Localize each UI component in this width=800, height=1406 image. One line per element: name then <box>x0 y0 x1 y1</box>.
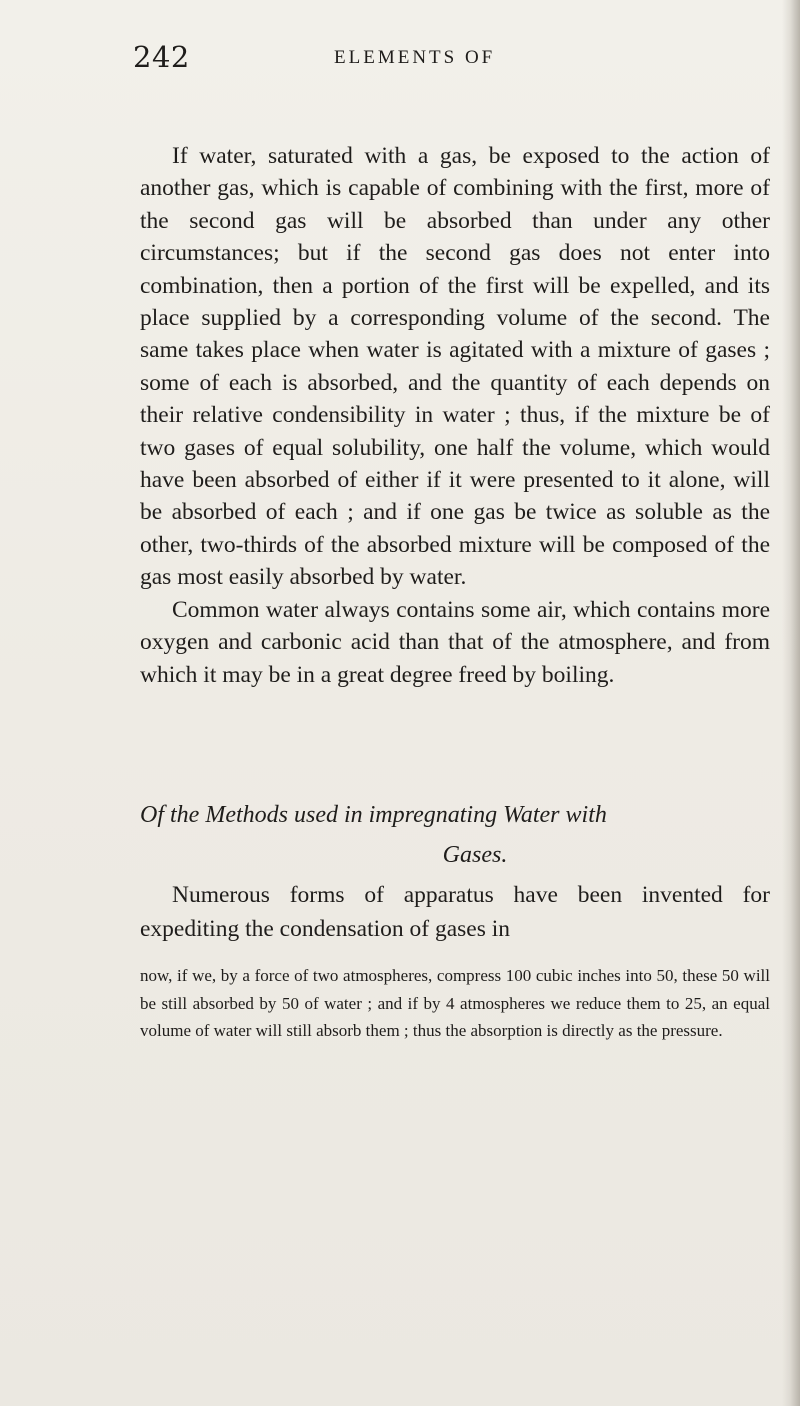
paragraph-apparatus: Numerous forms of apparatus have been invented for expediting the condensation of gases in <box>140 882 770 942</box>
page-number: 242 <box>133 40 190 74</box>
footnote-text: now, if we, by a force of two atmospheres, compress 100 cubic inches into 50, these 50 will be still absorbed by 50 of water ; and if by 4 atmospheres we reduce them to 25, an equal volume of water will still absorb them ; thus the absorption is directly as the pressure. <box>140 966 770 1040</box>
section-heading-line2: Gases. <box>442 842 508 868</box>
running-head: ELEMENTS OF <box>334 47 496 68</box>
main-text <box>140 140 770 691</box>
page-header <box>0 40 800 80</box>
paragraph-gas-absorption: If water, saturated with a gas, be exposed to the action of another gas, which is capable of combining with the first, more of the second gas will be absorbed than under any other circumstances; but if the second gas does not enter into combination, then a portion of the first will be expelled, and its place supplied by a corresponding volume of the second. The same takes place when water is agitated with a mixture of gases ; some of each is absorbed, and the quantity of each depends on their relative condensibility in water ; thus, if the mixture be of two gases of equal solubility, one half the volume, which would have been absorbed of either if it were presented to it alone, will be absorbed of each ; and if one gas be twice as soluble as the other, two-thirds of the absorbed mixture will be composed of the gas most easily absorbed by water. <box>140 143 770 591</box>
footnote <box>140 962 770 1045</box>
section-body <box>140 878 770 946</box>
page-edge-shadow <box>782 0 800 1406</box>
section-heading-line1: Of the Methods used in impregnating Water with <box>140 802 607 828</box>
section-heading <box>140 795 770 875</box>
paragraph-common-water: Common water always contains some air, which contains more oxygen and carbonic acid than that of the atmosphere, and from which it may be in a great degree freed by boiling. <box>140 596 770 688</box>
